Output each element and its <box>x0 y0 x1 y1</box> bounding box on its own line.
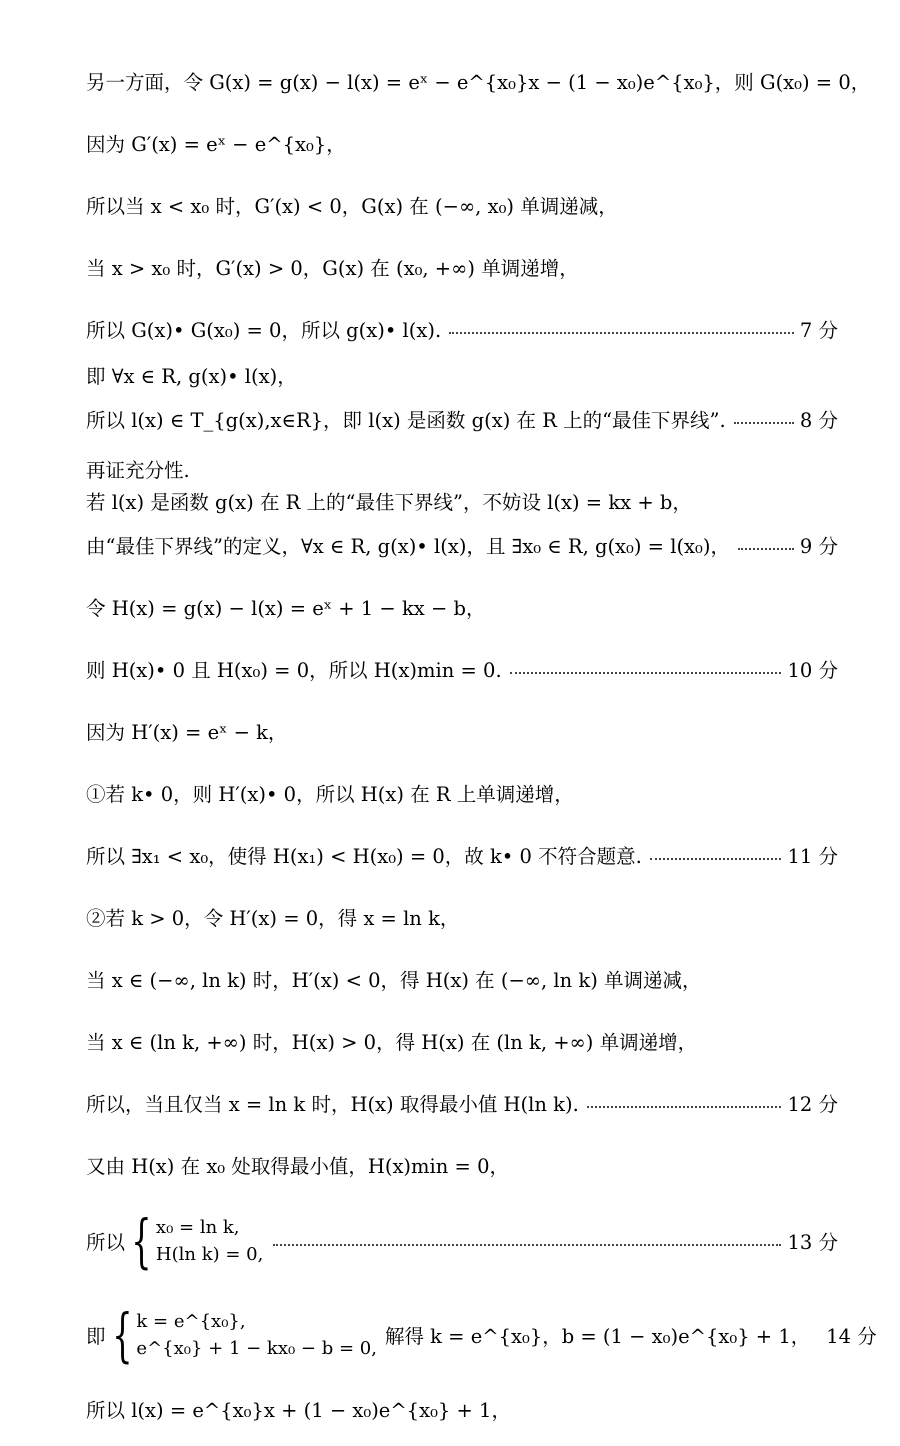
line-text: 又由 H(x) 在 x₀ 处取得最小值，H(x)min = 0， <box>86 1155 509 1178</box>
system-equation-1: x₀ = ln k, <box>155 1217 240 1238</box>
system-equations <box>156 1217 263 1265</box>
proof-line-2 <box>86 126 838 160</box>
proof-line-1 <box>86 64 871 98</box>
line-text: 再证充分性. <box>86 459 190 482</box>
line-text: 当 x ∈ (−∞, ln k) 时，H′(x) < 0，得 H(x) 在 (−∞, ln k) 单调递减， <box>86 969 702 992</box>
score-mark: 7 分 <box>799 319 838 342</box>
proof-line-16 <box>86 900 838 934</box>
proof-line-15 <box>86 838 838 872</box>
system-equation-2: H(ln k) = 0, <box>155 1244 264 1265</box>
proof-line-4 <box>86 250 838 284</box>
leader-dots <box>273 1244 781 1246</box>
proof-line-18 <box>86 1024 838 1058</box>
leader-dots <box>734 422 794 424</box>
line-text: 若 l(x) 是函数 g(x) 在 R 上的“最佳下界线”，不妨设 l(x) = kx + b， <box>86 491 692 514</box>
leader-dots <box>449 332 794 334</box>
system-equation-1: k = e^{x₀}, <box>136 1311 246 1332</box>
line-text: 因为 H′(x) = eˣ − k， <box>86 721 288 744</box>
equation-system-2 <box>86 1301 877 1369</box>
line-text: ②若 k > 0，令 H′(x) = 0，得 x = ln k， <box>86 907 460 930</box>
leader-dots <box>650 858 782 860</box>
leader-dots <box>587 1106 782 1108</box>
proof-line-3 <box>86 188 838 222</box>
system-prefix: 所以 <box>86 1231 126 1254</box>
proof-line-20 <box>86 1148 838 1182</box>
score-mark: 14 分 <box>826 1325 877 1348</box>
proof-line-9 <box>86 484 838 518</box>
line-text: 所以 l(x) = e^{x₀}x + (1 − x₀)e^{x₀} + 1， <box>86 1399 511 1422</box>
line-text: 即 ∀x ∈ R, g(x)• l(x)， <box>86 365 297 388</box>
system-equations <box>136 1311 377 1359</box>
left-brace: { <box>131 1207 152 1275</box>
line-text: 所以当 x < x₀ 时，G′(x) < 0，G(x) 在 (−∞, x₀) 单调递减， <box>86 195 618 218</box>
line-text: 当 x ∈ (ln k, +∞) 时，H(x) > 0，得 H(x) 在 (ln k, +∞) 单调递增， <box>86 1031 698 1054</box>
line-text: 所以 ∃x₁ < x₀，使得 H(x₁) < H(x₀) = 0，故 k• 0 不符合题意. <box>86 845 642 868</box>
line-text: 所以 l(x) ∈ T_{g(x),x∈R}，即 l(x) 是函数 g(x) 在 R 上的“最佳下界线”. <box>86 409 726 432</box>
line-text: 当 x > x₀ 时，G′(x) > 0，G(x) 在 (x₀, +∞) 单调递增， <box>86 257 579 280</box>
line-text: 所以 G(x)• G(x₀) = 0，所以 g(x)• l(x). <box>86 319 442 342</box>
score-mark: 9 分 <box>799 535 838 558</box>
proof-line-11 <box>86 590 838 624</box>
line-text: 因为 G′(x) = eˣ − e^{x₀}， <box>86 133 346 156</box>
line-text: 所以，当且仅当 x = ln k 时，H(x) 取得最小值 H(ln k). <box>86 1093 579 1116</box>
score-mark: 10 分 <box>787 659 838 682</box>
proof-line-19 <box>86 1086 838 1120</box>
proof-line-13 <box>86 714 838 748</box>
leader-dots <box>738 548 794 550</box>
score-mark: 11 分 <box>787 845 838 868</box>
proof-line-final <box>86 1392 838 1426</box>
line-text: 另一方面，令 G(x) = g(x) − l(x) = eˣ − e^{x₀}x − (1 − x₀)e^{x₀}，则 G(x₀) = 0， <box>86 71 871 94</box>
proof-line-17 <box>86 962 838 996</box>
score-mark: 13 分 <box>787 1231 838 1254</box>
proof-line-14 <box>86 776 838 810</box>
leader-dots <box>510 672 782 674</box>
system-prefix: 即 <box>86 1325 106 1348</box>
proof-line-8 <box>86 452 838 486</box>
line-text: 则 H(x)• 0 且 H(x₀) = 0，所以 H(x)min = 0. <box>86 659 502 682</box>
left-brace: { <box>111 1301 133 1369</box>
proof-line-6 <box>86 358 838 392</box>
system-equation-2: e^{x₀} + 1 − kx₀ − b = 0, <box>136 1338 377 1359</box>
equation-system-1 <box>86 1207 838 1275</box>
proof-line-7 <box>86 402 838 436</box>
line-text: 由“最佳下界线”的定义，∀x ∈ R, g(x)• l(x)，且 ∃x₀ ∈ R, g(x₀) = l(x₀)， <box>86 535 730 558</box>
score-mark: 8 分 <box>799 409 838 432</box>
proof-line-12 <box>86 652 838 686</box>
score-mark: 12 分 <box>787 1093 838 1116</box>
line-text: 令 H(x) = g(x) − l(x) = eˣ + 1 − kx − b， <box>86 597 486 620</box>
line-text: ①若 k• 0，则 H′(x)• 0，所以 H(x) 在 R 上单调递增， <box>86 783 574 806</box>
system-solution: 解得 k = e^{x₀}，b = (1 − x₀)e^{x₀} + 1， <box>384 1325 811 1348</box>
proof-line-10 <box>86 528 838 562</box>
proof-line-5 <box>86 312 838 346</box>
